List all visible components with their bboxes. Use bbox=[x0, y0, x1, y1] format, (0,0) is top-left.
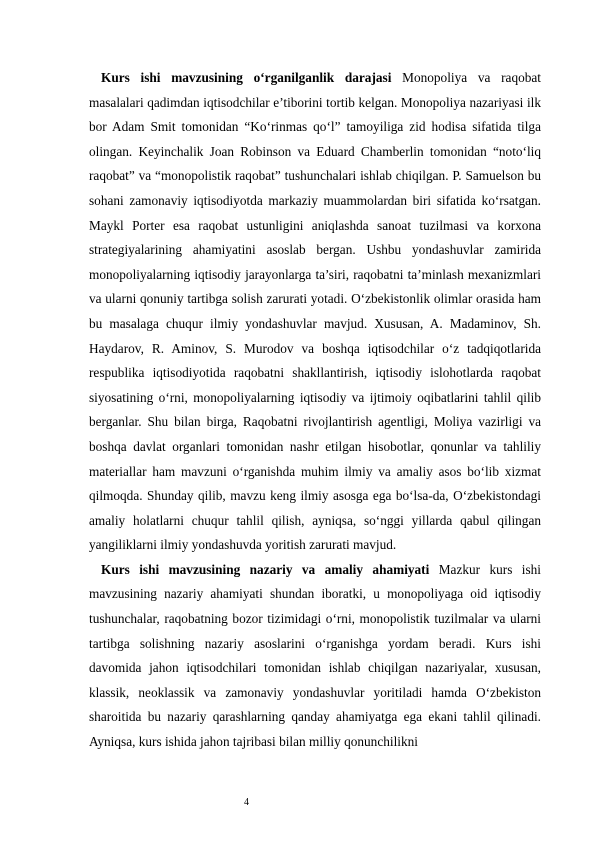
heading-significance: Kurs ishi mavzusining nazariy va amaliy ahamiyati bbox=[101, 561, 430, 577]
document-page bbox=[89, 66, 541, 755]
text-significance: Mazkur kurs ishi mavzusining nazariy ahamiyati shundan iboratki, u monopoliyaga oid iqtisodiy tushunchalar, raqobatning bozor tizimidagi o‘rni, monopolistik tuzilmalar va ularni tartibga solishning nazariy asoslarini o‘rganishga yordam beradi. Kurs ishi davomida jahon iqtisodchilari tomonidan ishlab chiqilgan nazariyalar, xususan, klassik, neoklassik va zamonaviy yondashuvlar yoritiladi hamda O‘zbekiston sharoitida bu nazariy qarashlarning qanday ahamiyatga ega ekani tahlil qilinadi. Ayniqsa, kurs ishida jahon tajribasi bilan milliy qonunchilikni bbox=[89, 561, 541, 750]
paragraph-study-level bbox=[89, 66, 541, 558]
text-study-level: Monopoliya va raqobat masalalari qadimdan iqtisodchilar e’tiborini tortib kelgan. Monopoliya nazariyasi ilk bor Adam Smit tomonidan “Ko‘rinmas qo‘l” tamoyiliga zid hodisa sifatida tilga olingan. Keyinchalik Joan Robinson va Eduard Chamberlin tomonidan “noto‘liq raqobat” va “monopolistik raqobat” tushunchalari ishlab chiqilgan. P. Samuelson bu sohani zamonaviy iqtisodiyotda markaziy muammolardan biri sifatida ko‘rsatgan. Maykl Porter esa raqobat ustunligini aniqlashda sanoat tuzilmasi va korxona strategiyalarining ahamiyatini asoslab bergan. Ushbu yondashuvlar zamirida monopoliyalarning iqtisodiy jarayonlarga ta’siri, raqobatni ta’minlash mexanizmlari va ularni qonuniy tartibga solish zarurati yotadi. O‘zbekistonlik olimlar orasida ham bu masalaga chuqur ilmiy yondashuvlar mavjud. Xususan, A. Madaminov, Sh. Haydarov, R. Aminov, S. Murodov va boshqa iqtisodchilar o‘z tadqiqotlarida respublika iqtisodiyotida raqobatni shakllantirish, iqtisodiy islohotlarda raqobat siyosatining o‘rni, monopoliyalarning iqtisodiy va ijtimoiy oqibatlarini tahlil qilib berganlar. Shu bilan birga, Raqobatni rivojlantirish agentligi, Moliya vazirligi va boshqa davlat organlari tomonidan nashr etilgan hisobotlar, qonunlar va tahliliy materiallar ham mavzuni o‘rganishda muhim ilmiy va amaliy asos bo‘lib xizmat qilmoqda. Shunday qilib, mavzu keng ilmiy asosga ega bo‘lsa-da, O‘zbekistondagi amaliy holatlarni chuqur tahlil qilish, ayniqsa, so‘nggi yillarda qabul qilingan yangiliklarni ilmiy yondashuvda yoritish zarurati mavjud. bbox=[89, 70, 541, 553]
page-number: 4 bbox=[244, 797, 249, 808]
heading-study-level: Kurs ishi mavzusining o‘rganilganlik darajasi bbox=[101, 70, 392, 85]
paragraph-significance bbox=[89, 558, 541, 755]
